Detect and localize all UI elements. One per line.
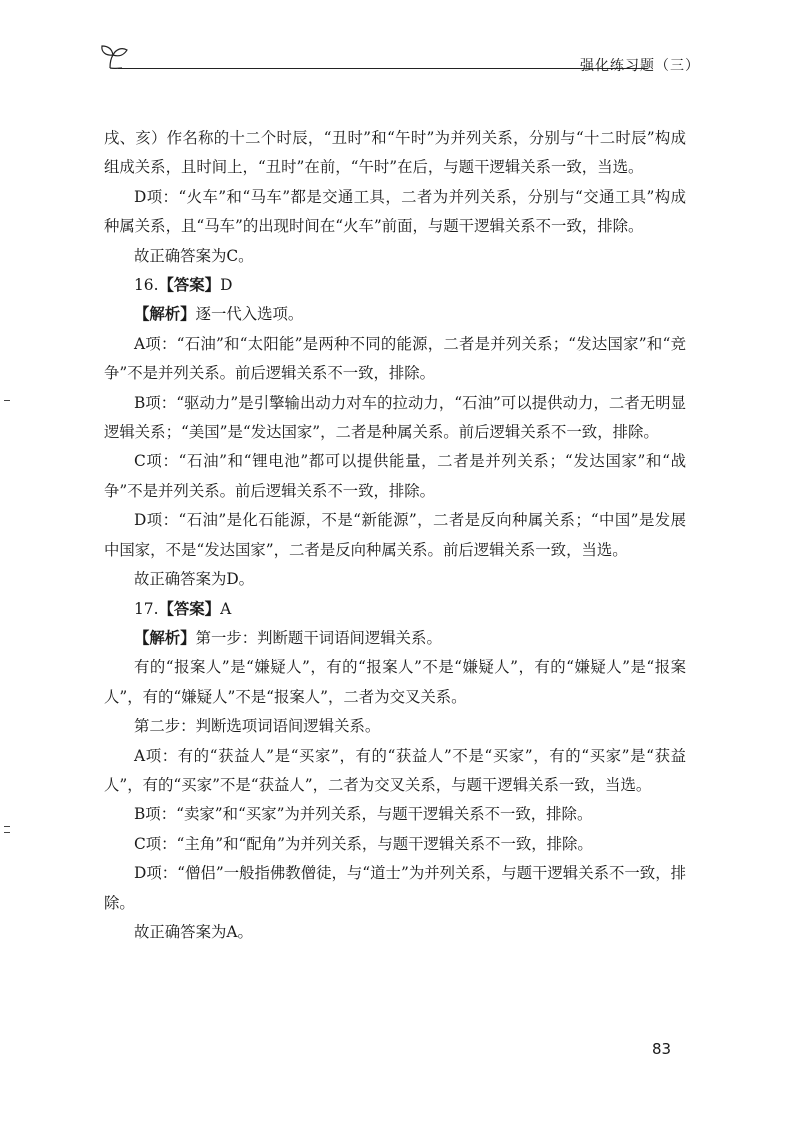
paragraph-step-two: 第二步：判断选项词语间逻辑关系。 bbox=[134, 717, 381, 736]
answer-letter: D bbox=[220, 276, 233, 295]
paragraph-option-b: B项：“驱动力”是引擎输出动力对车的拉动力，“石油”可以提供动力，二者无明显逻辑关系；“美国”是“发达国家”，二者是种属关系。前后逻辑关系不一致，排除。 bbox=[104, 393, 686, 442]
scan-mark bbox=[4, 826, 10, 827]
paragraph-option-d: D项：“火车”和“马车”都是交通工具，二者为并列关系，分别与“交通工具”构成种属关系，且“马车”的出现时间在“火车”前面，与题干逻辑关系不一致，排除。 bbox=[104, 187, 686, 236]
paragraph-continuation: 戌、亥）作名称的十二个时辰，“丑时”和“午时”为并列关系，分别与“十二时辰”构成组成关系，且时间上，“丑时”在前，“午时”在后，与题干逻辑关系一致，当选。 bbox=[104, 129, 686, 177]
analysis-label: 【解析】 bbox=[134, 628, 196, 647]
page-content bbox=[104, 124, 686, 947]
paragraph-step-analysis: 有的“报案人”是“嫌疑人”，有的“报案人”不是“嫌疑人”，有的“嫌疑人”是“报案人”，有的“嫌疑人”不是“报案人”，二者为交叉关系。 bbox=[104, 658, 686, 706]
question-17-answer bbox=[104, 595, 686, 624]
header-rule bbox=[118, 68, 648, 69]
running-header-title: 强化练习题（三） bbox=[580, 58, 700, 74]
analysis-17 bbox=[104, 624, 686, 653]
paragraph-option-b: B项：“卖家”和“买家”为并列关系，与题干逻辑关系不一致，排除。 bbox=[134, 805, 593, 824]
answer-label: 【答案】 bbox=[158, 276, 221, 295]
answer-label: 【答案】 bbox=[158, 599, 221, 618]
paragraph-option-c: C项：“主角”和“配角”为并列关系，与题干逻辑关系不一致，排除。 bbox=[134, 834, 593, 853]
scan-mark bbox=[4, 832, 10, 833]
paragraph-option-d: D项：“僧侣”一般指佛教僧徒，与“道士”为并列关系，与题干逻辑关系不一致，排除。 bbox=[104, 864, 686, 912]
question-number: 16. bbox=[134, 276, 159, 295]
paragraph-option-a: A项：有的“获益人”是“买家”，有的“获益人”不是“买家”，有的“买家”是“获益人”，有的“买家”不是“获益人”，二者为交叉关系，与题干逻辑关系一致，当选。 bbox=[104, 746, 686, 794]
paragraph-option-a: A项：“石油”和“太阳能”是两种不同的能源，二者是并列关系；“发达国家”和“竞争”不是并列关系。前后逻辑关系不一致，排除。 bbox=[104, 334, 686, 383]
paragraph-option-c: C项：“石油”和“锂电池”都可以提供能量，二者是并列关系；“发达国家”和“战争”不是并列关系。前后逻辑关系不一致，排除。 bbox=[104, 452, 686, 500]
paragraph-conclusion: 故正确答案为A。 bbox=[134, 922, 253, 941]
question-number: 17. bbox=[134, 599, 159, 618]
analysis-text: 逐一代入选项。 bbox=[195, 305, 304, 324]
analysis-16 bbox=[104, 300, 686, 329]
question-16-answer bbox=[104, 271, 686, 300]
analysis-text: 第一步：判断题干词语间逻辑关系。 bbox=[195, 628, 442, 647]
answer-letter: A bbox=[220, 599, 232, 618]
paragraph-option-d: D项：“石油”是化石能源，不是“新能源”，二者是反向种属关系；“中国”是发展中国家，不是“发达国家”，二者是反向种属关系。前后逻辑关系一致，当选。 bbox=[104, 511, 686, 559]
page-header bbox=[96, 40, 700, 80]
page-number: 83 bbox=[652, 1040, 672, 1058]
paragraph-conclusion: 故正确答案为C。 bbox=[134, 246, 254, 265]
paragraph-conclusion: 故正确答案为D。 bbox=[134, 570, 255, 589]
scan-mark bbox=[4, 400, 10, 401]
analysis-label: 【解析】 bbox=[134, 305, 196, 324]
